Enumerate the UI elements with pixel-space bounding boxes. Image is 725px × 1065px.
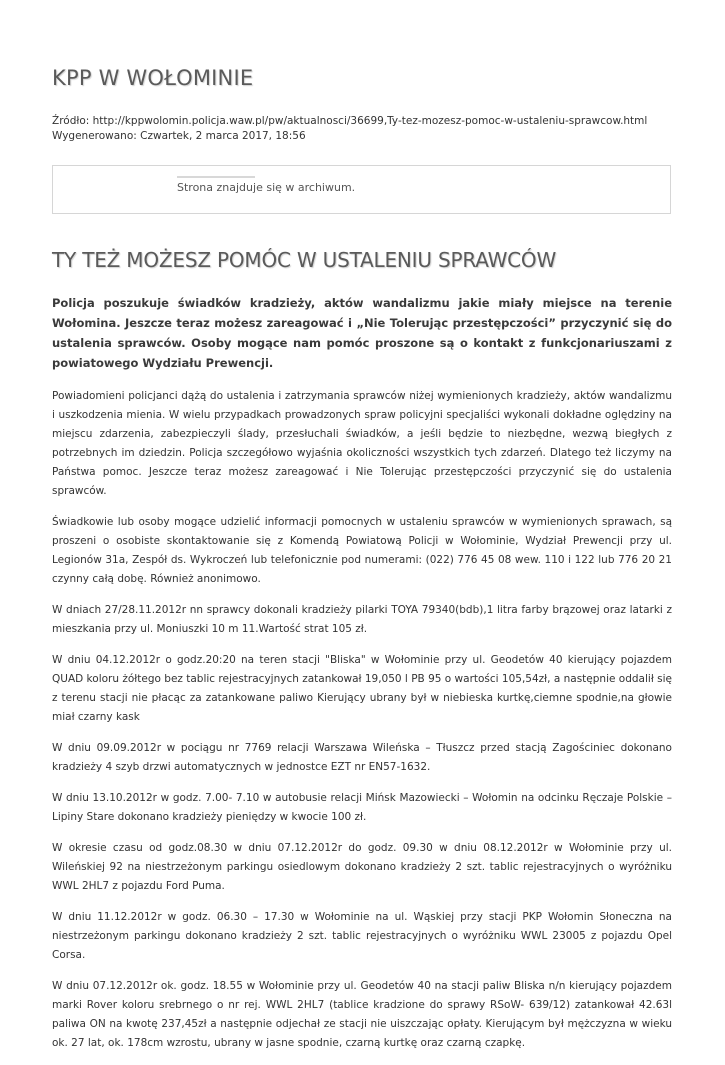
document-meta [52, 114, 647, 144]
article-paragraph: W okresie czasu od godz.08.30 w dniu 07.12.2012r do godz. 09.30 w dniu 08.12.2012r w Wołominie przy ul. Wileńskiej 92 na niestrzeżonym parkingu osiedlowym dokonano kradzieży 2 szt. tablic rejestracyjnych o wyróżniku WWL 2HL7 z pojazdu Ford Puma. [52, 842, 672, 892]
archive-divider [177, 176, 255, 178]
article-paragraph: W dniu 11.12.2012r w godz. 06.30 – 17.30 w Wołominie na ul. Wąskiej przy stacji PKP Wołomin Słoneczna na niestrzeżonym parkingu dokonano kradzieży 2 szt. tablic rejestracyjnych o wyróżniku WWL 23005 z pojazdu Opel Corsa. [52, 911, 672, 961]
article-paragraph: W dniu 07.12.2012r ok. godz. 18.55 w Wołominie przy ul. Geodetów 40 na stacji paliw Bliska n/n kierujący pojazdem marki Rover koloru srebrnego o nr rej. WWL 2HL7 (tablice kradzione do sprawy RSoW- 639/12) zatankował 42.63l paliwa ON na kwotę 237,45zł a następnie odjechał ze stacji nie uiszczając opłaty. Kierującym był mężczyzna w wieku ok. 27 lat, ok. 178cm wzrostu, ubrany w jasne spodnie, czarną kurtkę oraz czarną czapkę. [52, 980, 672, 1049]
article-paragraph: Świadkowie lub osoby mogące udzielić informacji pomocnych w ustaleniu sprawców w wymienionych sprawach, są proszeni o osobiste skontaktowanie się z Komendą Powiatową Policji w Wołominie, Wydział Prewencji przy ul. Legionów 31a, Zespół ds. Wykroczeń lub telefonicznie pod numerami: (022) 776 45 08 wew. 110 i 122 lub 776 20 21 czynny całą dobę. Również anonimowo. [52, 516, 672, 585]
archive-notice-box [52, 165, 671, 214]
source-url: Źródło: http://kppwolomin.policja.waw.pl/pw/aktualnosci/36699,Ty-tez-mozesz-pomoc-w-ustaleniu-sprawcow.html [52, 115, 648, 127]
article-paragraph: W dniu 04.12.2012r o godz.20:20 na teren stacji "Bliska" w Wołominie przy ul. Geodetów 40 kierujący pojazdem QUAD koloru żółtego bez tablic rejestracyjnych zatankował 19,050 l PB 95 o wartości 105,54zł, a następnie oddalił się z terenu stacji nie płacąc za zatankowane paliwo Kierujący ubrany był w niebieska kurtkę,ciemne spodnie,na głowie miał czarny kask [52, 654, 672, 723]
article-title: TY TEŻ MOŻESZ POMÓC W USTALENIU SPRAWCÓW [52, 248, 557, 272]
generated-date: Wygenerowano: Czwartek, 2 marca 2017, 18:56 [52, 130, 306, 142]
site-title: KPP W WOŁOMINIE [52, 66, 254, 90]
article-content [52, 293, 672, 1065]
article-paragraph: W dniach 27/28.11.2012r nn sprawcy dokonali kradzieży pilarki TOYA 79340(bdb),1 litra farby brązowej oraz latarki z mieszkania przy ul. Moniuszki 10 m 11.Wartość strat 105 zł. [52, 604, 672, 635]
article-paragraph: W dniu 13.10.2012r w godz. 7.00- 7.10 w autobusie relacji Mińsk Mazowiecki – Wołomin na odcinku Ręczaje Polskie – Lipiny Stare dokonano kradzieży pieniędzy w kwocie 100 zł. [52, 792, 672, 823]
article-lead: Policja poszukuje świadków kradzieży, aktów wandalizmu jakie miały miejsce na terenie Wołomina. Jeszcze teraz możesz zareagować i „Nie Tolerując przestępczości” przyczynić się do ustalenia sprawców. Osoby mogące nam pomóc proszone są o kontakt z funkcjonariuszami z powiatowego Wydziału Prewencji. [52, 296, 672, 370]
archive-notice: Strona znajduje się w archiwum. [177, 181, 356, 194]
article-paragraph: Powiadomieni policjanci dążą do ustalenia i zatrzymania sprawców niżej wymienionych kradzieży, aktów wandalizmu i uszkodzenia mienia. W wielu przypadkach prowadzonych spraw policyjni specjaliści wykonali dokładne oględziny na miejscu zdarzenia, zabezpieczyli ślady, przesłuchali świadków, a jeśli będzie to niezbędne, wezwą biegłych z potrzebnych im dziedzin. Policja szczegółowo wyjaśnia okoliczności wszystkich tych zdarzeń. Dlatego też liczymy na Państwa pomoc. Jeszcze teraz możesz zareagować i Nie Tolerując przestępczości przyczynić się do ustalenia sprawców. [52, 390, 672, 497]
article-paragraph: W dniu 09.09.2012r w pociągu nr 7769 relacji Warszawa Wileńska – Tłuszcz przed stacją Zagościniec dokonano kradzieży 4 szyb drzwi automatycznych w jednostce EZT nr EN57-1632. [52, 742, 672, 773]
